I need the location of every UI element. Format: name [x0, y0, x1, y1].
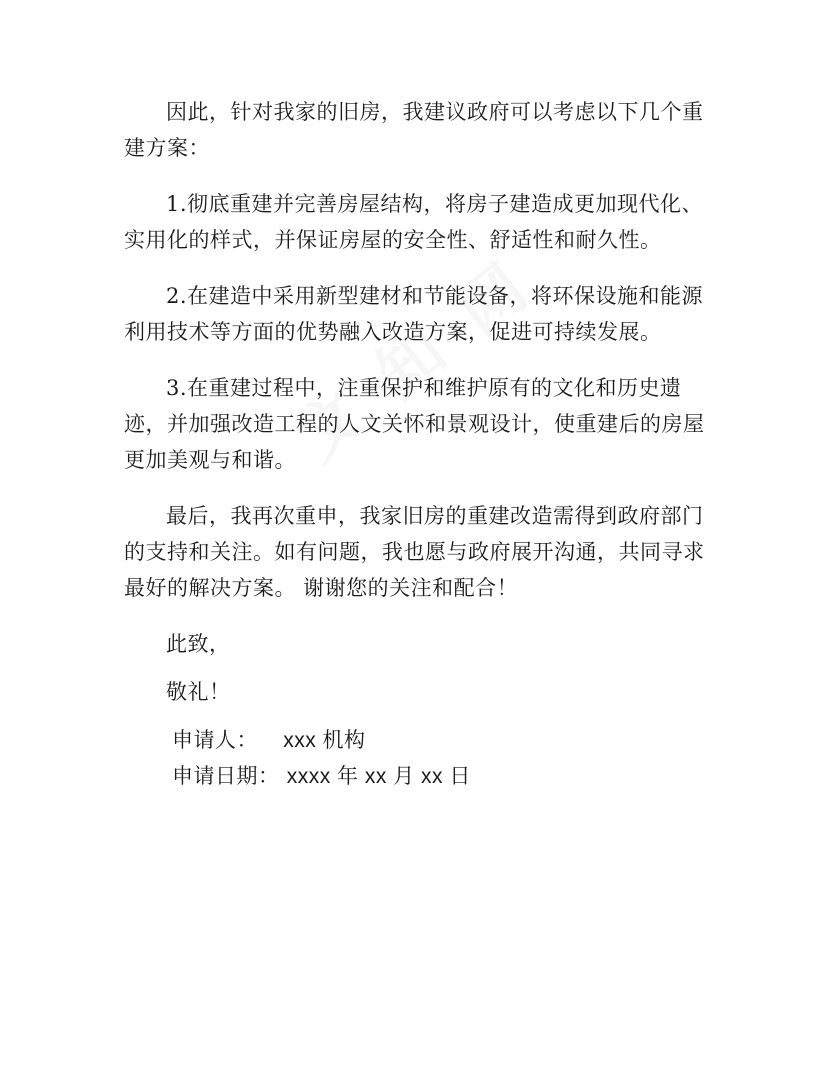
- date-value: xxxx 年 xx 月 xx 日: [286, 765, 471, 788]
- closing-regards: 敬礼！: [166, 680, 231, 704]
- applicant-label: 申请人：: [172, 728, 258, 752]
- paragraph-intro: 因此，针对我家的旧房，我建议政府可以考虑以下几个重建方案：: [124, 100, 704, 160]
- date-line: [124, 758, 714, 794]
- letter-body: [124, 94, 714, 794]
- date-label: 申请日期：: [172, 764, 280, 788]
- paragraph-proposal-1: 1.彻底重建并完善房屋结构，将房子建造成更加现代化、实用化的样式，并保证房屋的安全性、舒适性和耐久性。: [124, 192, 704, 252]
- paragraph-conclusion: 最后，我再次重申，我家旧房的重建改造需得到政府部门的支持和关注。如有问题，我也愿与政府展开沟通，共同寻求最好的解决方案。 谢谢您的关注和配合！: [124, 504, 705, 600]
- applicant-line: [124, 722, 714, 758]
- paragraph-proposal-3: 3.在重建过程中，注重保护和维护原有的文化和历史遗迹，并加强改造工程的人文关怀和景观设计，使重建后的房屋更加美观与和谐。: [124, 376, 705, 472]
- closing-salutation: 此致，: [166, 632, 231, 656]
- paragraph-proposal-2: 2.在建造中采用新型建材和节能设备，将环保设施和能源利用技术等方面的优势融入改造方案，促进可持续发展。: [124, 284, 704, 344]
- applicant-value: xxx 机构: [283, 729, 366, 752]
